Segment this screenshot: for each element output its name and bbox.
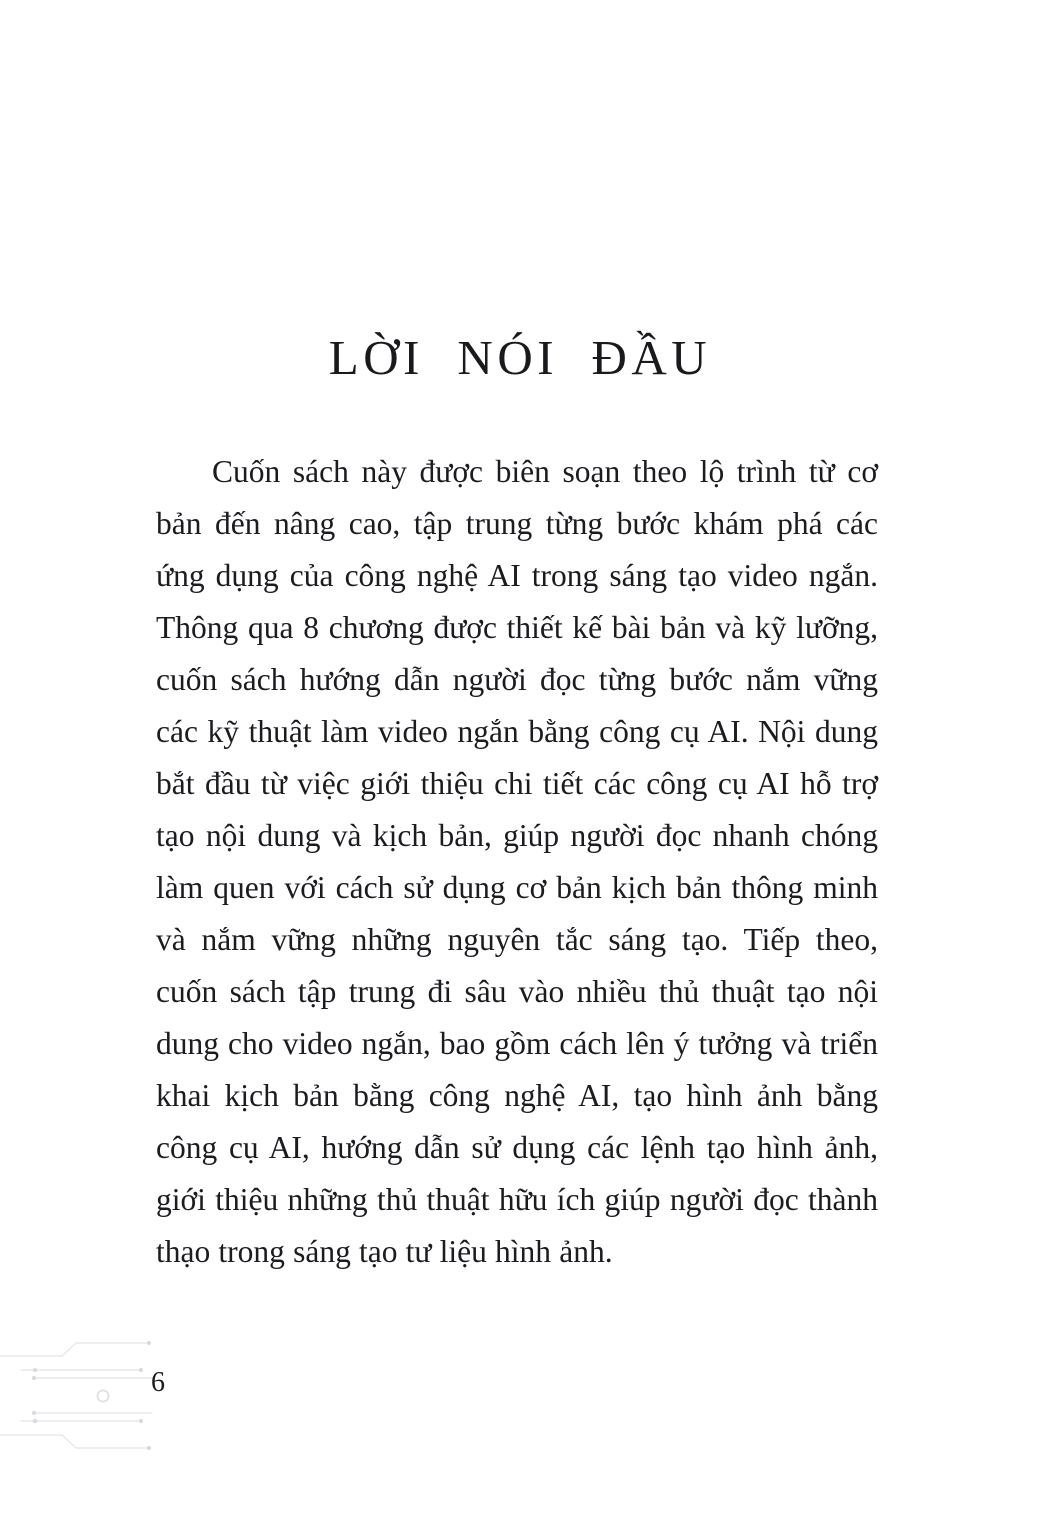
- paragraph: Cuốn sách này được biên soạn theo lộ trình từ cơ bản đến nâng cao, tập trung từng bước khám phá các ứng dụng của công nghệ AI trong sáng tạo video ngắn. Thông qua 8 chương được thiết kế bài bản và kỹ lưỡng, cuốn sách hướng dẫn người đọc từng bước nắm vững các kỹ thuật làm video ngắn bằng công cụ AI. Nội dung bắt đầu từ việc giới thiệu chi tiết các công cụ AI hỗ trợ tạo nội dung và kịch bản, giúp người đọc nhanh chóng làm quen với cách sử dụng cơ bản kịch bản thông minh và nắm vững những nguyên tắc sáng tạo. Tiếp theo, cuốn sách tập trung đi sâu vào nhiều thủ thuật tạo nội dung cho video ngắn, bao gồm cách lên ý tưởng và triển khai kịch bản bằng công nghệ AI, tạo hình ảnh bằng công cụ AI, hướng dẫn sử dụng các lệnh tạo hình ảnh, giới thiệu những thủ thuật hữu ích giúp người đọc thành thạo trong sáng tạo tư liệu hình ảnh.: [156, 454, 878, 1269]
- circuit-decoration: [0, 1338, 210, 1453]
- page-title: LỜI NÓI ĐẦU: [328, 329, 712, 385]
- circuit-via-icon: [97, 1390, 108, 1401]
- page-number: 6: [151, 1367, 165, 1398]
- body-text-block: [156, 446, 878, 1278]
- circuit-decoration-icon: [0, 1338, 210, 1453]
